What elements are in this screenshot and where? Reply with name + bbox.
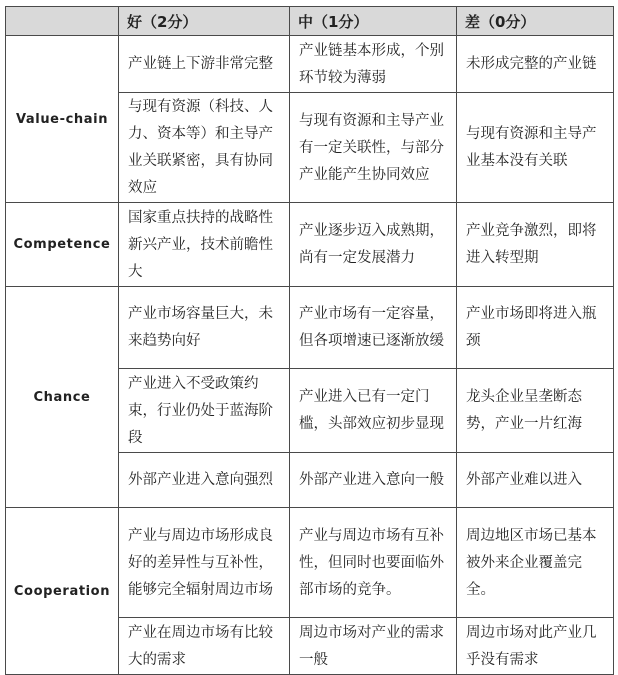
cell-good: 与现有资源（科技、人力、资本等）和主导产业关联紧密，具有协同效应 xyxy=(119,93,290,203)
cell-medium: 与现有资源和主导产业有一定关联性，与部分产业能产生协同效应 xyxy=(290,93,457,203)
cell-good: 产业进入不受政策约束，行业仍处于蓝海阶段 xyxy=(119,369,290,453)
cell-medium: 产业进入已有一定门槛，头部效应初步显现 xyxy=(290,369,457,453)
cell-good: 国家重点扶持的战略性新兴产业，技术前瞻性大 xyxy=(119,203,290,287)
cell-poor: 产业竞争激烈，即将进入转型期 xyxy=(457,203,614,287)
cell-medium: 产业市场有一定容量，但各项增速已逐渐放缓 xyxy=(290,287,457,369)
cell-poor: 周边市场对此产业几乎没有需求 xyxy=(457,618,614,675)
cell-poor: 龙头企业呈垄断态势，产业一片红海 xyxy=(457,369,614,453)
header-medium: 中（1分） xyxy=(290,7,457,36)
cell-good: 产业链上下游非常完整 xyxy=(119,36,290,93)
cell-good: 产业市场容量巨大，未来趋势向好 xyxy=(119,287,290,369)
table-row xyxy=(6,287,614,369)
cell-poor: 外部产业难以进入 xyxy=(457,453,614,508)
cell-medium: 产业与周边市场有互补性，但同时也要面临外部市场的竞争。 xyxy=(290,508,457,618)
category-chance: Chance xyxy=(6,287,119,508)
cell-medium: 周边市场对产业的需求一般 xyxy=(290,618,457,675)
table-row xyxy=(6,508,614,618)
cell-medium: 外部产业进入意向一般 xyxy=(290,453,457,508)
category-competence: Competence xyxy=(6,203,119,287)
header-good: 好（2分） xyxy=(119,7,290,36)
category-cooperation: Cooperation xyxy=(6,508,119,675)
header-poor: 差（0分） xyxy=(457,7,614,36)
cell-poor: 产业市场即将进入瓶颈 xyxy=(457,287,614,369)
cell-poor: 与现有资源和主导产业基本没有关联 xyxy=(457,93,614,203)
header-corner xyxy=(6,7,119,36)
header-row xyxy=(6,7,614,36)
table-row xyxy=(6,36,614,93)
table-row xyxy=(6,203,614,287)
cell-poor: 周边地区市场已基本被外来企业覆盖完全。 xyxy=(457,508,614,618)
cell-good: 外部产业进入意向强烈 xyxy=(119,453,290,508)
cell-good: 产业在周边市场有比较大的需求 xyxy=(119,618,290,675)
category-value-chain: Value-chain xyxy=(6,36,119,203)
cell-medium: 产业逐步迈入成熟期，尚有一定发展潜力 xyxy=(290,203,457,287)
cell-medium: 产业链基本形成，个别环节较为薄弱 xyxy=(290,36,457,93)
cell-poor: 未形成完整的产业链 xyxy=(457,36,614,93)
evaluation-table xyxy=(5,6,614,675)
cell-good: 产业与周边市场形成良好的差异性与互补性，能够完全辐射周边市场 xyxy=(119,508,290,618)
